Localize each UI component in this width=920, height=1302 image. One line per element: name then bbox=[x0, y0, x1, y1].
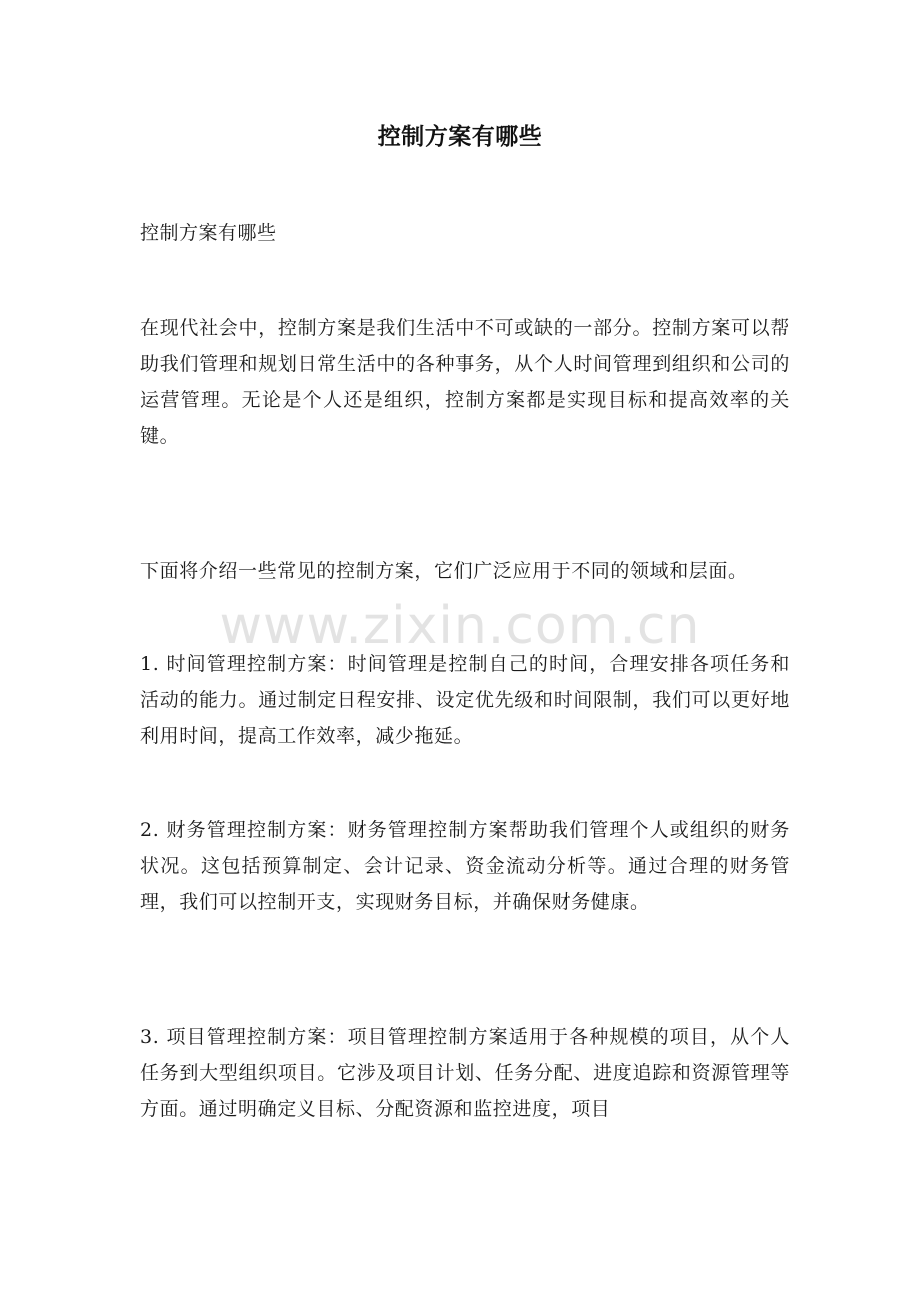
paragraph-overview: 下面将介绍一些常见的控制方案，它们广泛应用于不同的领域和层面。 bbox=[140, 560, 748, 582]
document-title: 控制方案有哪些 bbox=[377, 124, 543, 150]
paragraph-intro: 在现代社会中，控制方案是我们生活中不可或缺的一部分。控制方案可以帮助我们管理和规划日常生活中的各种事务，从个人时间管理到组织和公司的运营管理。无论是个人还是组织，控制方案都是实现目标和提高效率的关键。 bbox=[140, 317, 790, 447]
document-subtitle: 控制方案有哪些 bbox=[140, 222, 277, 244]
paragraph-time-management: 1. 时间管理控制方案：时间管理是控制自己的时间，合理安排各项任务和活动的能力。通过制定日程安排、设定优先级和时间限制，我们可以更好地利用时间，提高工作效率，减少拖延。 bbox=[140, 653, 790, 747]
paragraph-financial-management: 2. 财务管理控制方案：财务管理控制方案帮助我们管理个人或组织的财务状况。这包括预算制定、会计记录、资金流动分析等。通过合理的财务管理，我们可以控制开支，实现财务目标，并确保财务健康。 bbox=[140, 819, 790, 913]
paragraph-project-management: 3. 项目管理控制方案：项目管理控制方案适用于各种规模的项目，从个人任务到大型组织项目。它涉及项目计划、任务分配、进度追踪和资源管理等方面。通过明确定义目标、分配资源和监控进度，项目 bbox=[140, 1026, 790, 1120]
watermark-text: www.zixin.com.cn bbox=[219, 596, 701, 656]
